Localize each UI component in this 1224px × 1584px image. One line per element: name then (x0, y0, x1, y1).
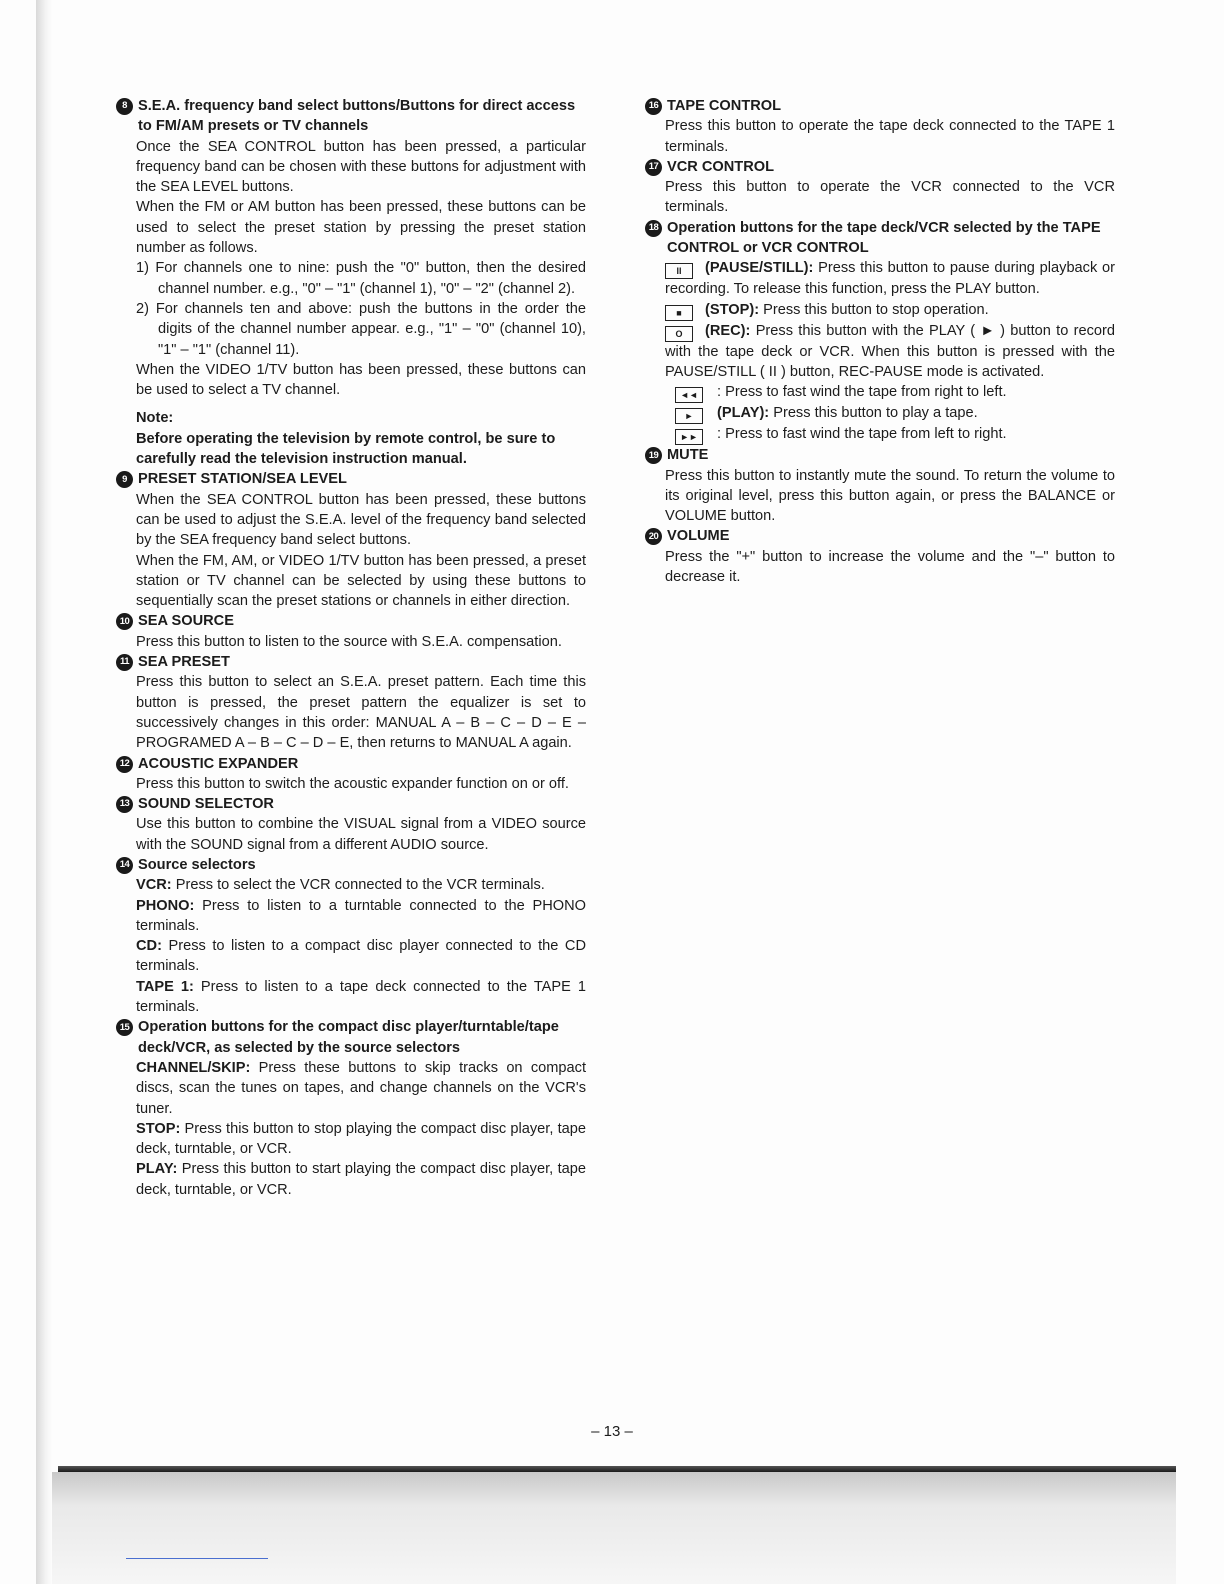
definition: Press this button to stop operation. (759, 301, 989, 318)
pause-key-icon: II (665, 263, 693, 279)
section-number-badge: 14 (116, 857, 133, 874)
definition: Press to listen to a compact disc player connected to the CD terminals. (136, 938, 586, 975)
section-19 (645, 445, 1115, 526)
section-10-heading (116, 611, 586, 631)
section-number-badge: 10 (116, 613, 133, 630)
section-17 (645, 157, 1115, 218)
term: (REC): (705, 322, 751, 339)
definition-tape (116, 977, 586, 1018)
scan-artifact-line (126, 1558, 268, 1559)
note-title: Note: (136, 410, 174, 427)
definition: : Press to fast wind the tape from left to right. (717, 426, 1007, 443)
section-20-heading (645, 526, 1115, 546)
term: PHONO: (136, 897, 195, 914)
section-title: SOUND SELECTOR (138, 796, 274, 813)
definition-channel-skip (116, 1058, 586, 1119)
rewind-key-icon: ◄◄ (675, 387, 703, 403)
note-body: Before operating the television by remote control, be sure to carefully read the television instruction manual. (136, 430, 556, 468)
term: TAPE 1: (136, 978, 194, 995)
paragraph: Press this button to operate the tape deck connected to the TAPE 1 terminals. (665, 118, 1115, 155)
section-number-badge: 16 (645, 98, 662, 115)
definition: : Press to fast wind the tape from right to left. (717, 384, 1007, 401)
section-title: MUTE (667, 447, 709, 464)
definition: Press this button to pause during playback or recording. To release this function, press the PLAY button. (665, 260, 1115, 298)
section-number-badge: 8 (116, 98, 133, 115)
definition: Press this button to play a tape. (769, 405, 978, 422)
term: CD: (136, 938, 162, 955)
definition-play (116, 1159, 586, 1200)
term: (STOP): (705, 301, 760, 318)
section-14-heading (116, 855, 586, 875)
section-18 (645, 218, 1115, 445)
section-13-heading (116, 794, 586, 814)
section-title: VOLUME (667, 528, 730, 545)
term: (PLAY): (717, 405, 770, 422)
section-title: TAPE CONTROL (667, 98, 782, 114)
section-number-badge: 13 (116, 796, 133, 813)
scan-shadow (52, 1472, 1176, 1584)
section-14 (116, 855, 586, 1017)
term: VCR: (136, 877, 172, 894)
rec-key-icon: O (665, 326, 693, 342)
play-description (645, 403, 1115, 424)
section-9-heading (116, 469, 586, 489)
note-box (116, 408, 586, 469)
section-title: SEA SOURCE (138, 613, 234, 630)
section-title: S.E.A. frequency band select buttons/Buttons for direct access to FM/AM presets or TV channels (138, 98, 576, 135)
definition: Press this button to start playing the compact disc player, tape deck, turntable, or VCR. (136, 1161, 586, 1198)
definition: Press to listen to a turntable connected to the PHONO terminals. (136, 897, 586, 934)
definition-cd (116, 936, 586, 977)
definition: Press this button with the PLAY ( ► ) button to record with the tape deck or VCR. When this button is pressed with the PAUSE/STILL ( II ) button, REC-PAUSE mode is activated. (665, 322, 1115, 380)
section-title: Operation buttons for the compact disc player/turntable/tape deck/VCR, as selected by the source selectors (138, 1019, 559, 1056)
fast-forward-key-icon: ►► (675, 429, 703, 445)
paragraph: Once the SEA CONTROL button has been pressed, a particular frequency band can be chosen with these buttons for adjustment with the SEA LEVEL buttons. (136, 138, 586, 196)
play-key-icon: ► (675, 408, 703, 424)
rec-description (645, 321, 1115, 383)
section-16-heading (645, 96, 1115, 116)
term: CHANNEL/SKIP: (136, 1059, 251, 1076)
section-8 (116, 96, 586, 469)
definition-stop (116, 1119, 586, 1160)
list-item: 2) For channels ten and above: push the buttons in the order the digits of the channel number appear. e.g., "1" – "0" (channel 10), "1" – "1" (channel 11). (136, 300, 586, 358)
section-title: ACOUSTIC EXPANDER (138, 755, 299, 772)
paragraph: When the FM or AM button has been pressed, these buttons can be used to select the preset station by pressing the preset station number as follows. (136, 199, 586, 257)
list-item: 1) For channels one to nine: push the "0" button, then the desired channel number. e.g., "0" – "1" (channel 1), "0" – "2" (channel 2). (136, 260, 586, 297)
section-number-badge: 18 (645, 220, 662, 237)
definition: Press to listen to a tape deck connected to the TAPE 1 terminals. (136, 978, 587, 1016)
section-15-heading (116, 1017, 586, 1058)
paragraph: Press this button to listen to the source with S.E.A. compensation. (136, 633, 562, 650)
term: PLAY: (136, 1161, 178, 1178)
paragraph: When the VIDEO 1/TV button has been pressed, these buttons can be used to select a TV channel. (136, 361, 586, 399)
paragraph: When the SEA CONTROL button has been pressed, these buttons can be used to adjust the S.E.A. level of the frequency band selected by the SEA frequency band select buttons. (136, 491, 586, 549)
binding-shadow (36, 0, 52, 1584)
pause-still-description (645, 258, 1115, 299)
paragraph: Press the "+" button to increase the volume and the "–" button to decrease it. (665, 548, 1115, 586)
section-17-heading (645, 157, 1115, 177)
paragraph: Press this button to select an S.E.A. preset pattern. Each time this button is pressed, the preset pattern the equalizer is set to successively changes in this order: MANUAL A – B – C – D – E – PROGRAMED A – B – C – D – E, then returns to MANUAL A again. (136, 674, 586, 752)
stop-description (645, 300, 1115, 321)
section-title: PRESET STATION/SEA LEVEL (138, 471, 347, 488)
paragraph: Press this button to instantly mute the sound. To return the volume to its original level, press this button again, or press the BALANCE or VOLUME button. (665, 467, 1115, 525)
section-title: Operation buttons for the tape deck/VCR selected by the TAPE CONTROL or VCR CONTROL (667, 219, 1101, 257)
section-number-badge: 11 (116, 654, 133, 671)
section-10 (116, 611, 586, 652)
section-11 (116, 652, 586, 753)
term: (PAUSE/STILL): (705, 260, 814, 277)
fast-forward-description (645, 424, 1115, 445)
section-19-heading (645, 445, 1115, 465)
section-12-heading (116, 754, 586, 774)
section-title: SEA PRESET (138, 654, 230, 671)
term: STOP: (136, 1120, 181, 1137)
section-11-heading (116, 652, 586, 672)
page-number: – 13 – (591, 1423, 633, 1440)
definition: Press this button to stop playing the compact disc player, tape deck, turntable, or VCR. (136, 1120, 586, 1158)
stop-key-icon: ■ (665, 305, 693, 321)
section-title: VCR CONTROL (667, 158, 775, 175)
rewind-description (645, 382, 1115, 403)
section-13 (116, 794, 586, 855)
section-number-badge: 15 (116, 1019, 133, 1036)
right-column (645, 96, 1115, 587)
section-number-badge: 20 (645, 528, 662, 545)
left-column (116, 96, 586, 1200)
definition-vcr (116, 875, 586, 895)
definition-phono (116, 896, 586, 937)
definition: Press these buttons to skip tracks on compact discs, scan the tunes on tapes, and change channels on the VCR's tuner. (136, 1059, 586, 1117)
definition: Press to select the VCR connected to the VCR terminals. (171, 877, 545, 894)
section-18-heading (645, 218, 1115, 259)
section-16 (645, 96, 1115, 157)
section-title: Source selectors (138, 856, 256, 873)
paragraph: Use this button to combine the VISUAL signal from a VIDEO source with the SOUND signal from a different AUDIO source. (136, 816, 586, 853)
section-number-badge: 19 (645, 447, 662, 464)
section-9 (116, 469, 586, 611)
section-12 (116, 754, 586, 795)
section-number-badge: 9 (116, 471, 133, 488)
paragraph: Press this button to operate the VCR connected to the VCR terminals. (665, 179, 1115, 216)
section-number-badge: 12 (116, 756, 133, 773)
section-20 (645, 526, 1115, 587)
paragraph: When the FM, AM, or VIDEO 1/TV button has been pressed, a preset station or TV channel can be selected by using these buttons to sequentially scan the preset stations or channels in either direction. (136, 552, 586, 610)
section-number-badge: 17 (645, 159, 662, 176)
section-8-heading (116, 96, 586, 137)
paragraph: Press this button to switch the acoustic expander function on or off. (136, 775, 569, 792)
section-15 (116, 1017, 586, 1200)
